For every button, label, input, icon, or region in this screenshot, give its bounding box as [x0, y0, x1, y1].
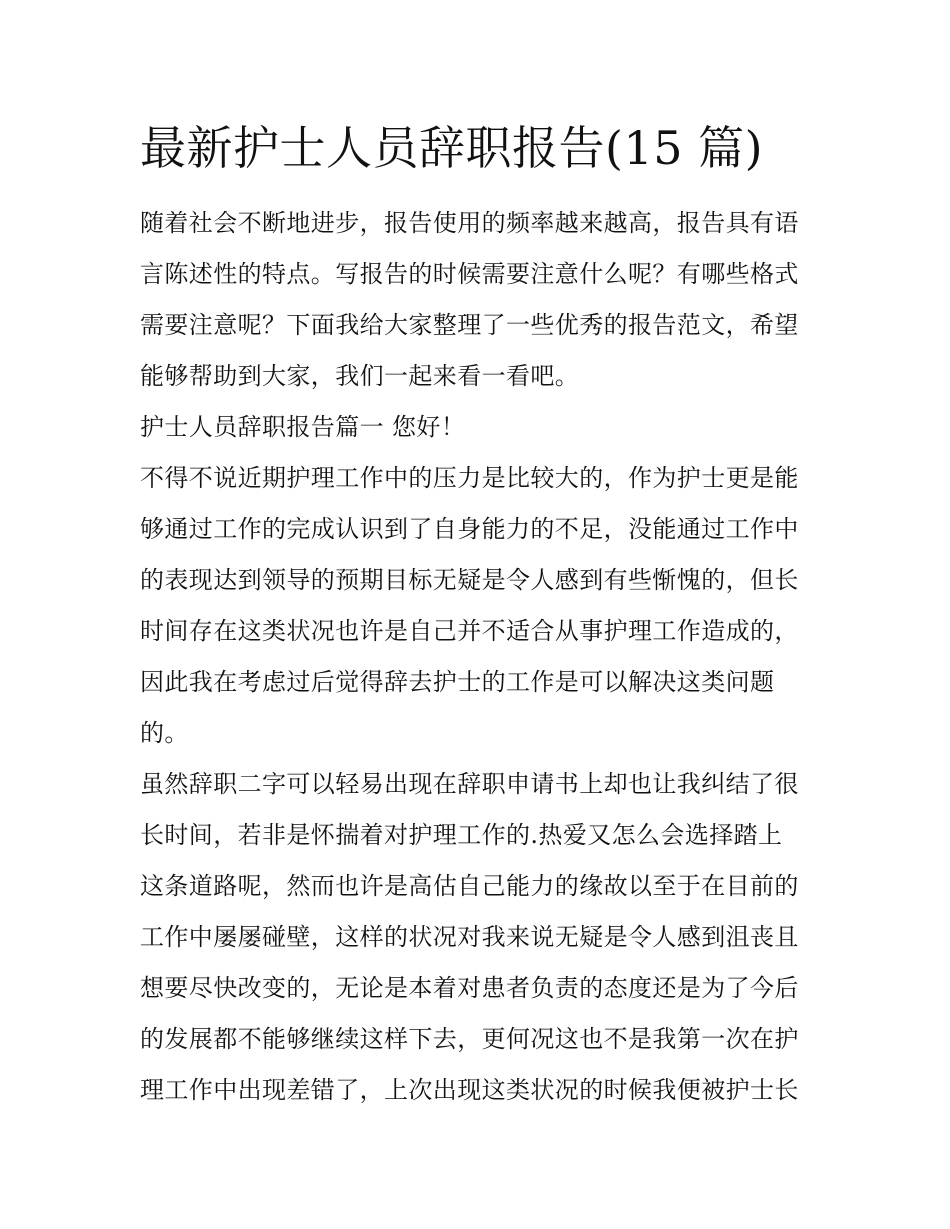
- text-line: 工作中屡屡碰壁，这样的状况对我来说无疑是令人感到沮丧且: [140, 923, 799, 951]
- text-line: 的发展都不能够继续这样下去，更何况这也不是我第一次在护: [140, 1025, 799, 1053]
- paragraph-body-2: [140, 759, 812, 1116]
- text-line: 想要尽快改变的，无论是本着对患者负责的态度还是为了今后: [140, 974, 799, 1002]
- text-line: 的。: [140, 719, 189, 747]
- text-line: 时间存在这类状况也许是自己并不适合从事护理工作造成的，: [140, 617, 799, 645]
- section-heading-line: 护士人员辞职报告篇一 您好！: [140, 413, 466, 441]
- text-line: 的表现达到领导的预期目标无疑是令人感到有些惭愧的，但长: [140, 566, 799, 594]
- paragraph-section-heading: [140, 402, 812, 453]
- text-line: 随着社会不断地进步，报告使用的频率越来越高，报告具有语: [140, 209, 799, 237]
- text-line: 这条道路呢，然而也许是高估自己能力的缘故以至于在目前的: [140, 872, 799, 900]
- text-line: 因此我在考虑过后觉得辞去护士的工作是可以解决这类问题: [140, 668, 775, 696]
- text-line: 不得不说近期护理工作中的压力是比较大的，作为护士更是能: [140, 464, 799, 492]
- text-line: 需要注意呢？下面我给大家整理了一些优秀的报告范文，希望: [140, 311, 799, 339]
- text-line: 理工作中出现差错了，上次出现这类状况的时候我便被护士长: [140, 1076, 799, 1104]
- text-line: 够通过工作的完成认识到了自身能力的不足，没能通过工作中: [140, 515, 799, 543]
- text-line: 言陈述性的特点。写报告的时候需要注意什么呢？有哪些格式: [140, 260, 799, 288]
- paragraph-body-1: [140, 453, 812, 759]
- document-title: 最新护士人员辞职报告(15 篇): [140, 121, 764, 175]
- document-content: [140, 112, 812, 1116]
- text-line: 长时间，若非是怀揣着对护理工作的.热爱又怎么会选择踏上: [140, 821, 783, 849]
- text-line: 虽然辞职二字可以轻易出现在辞职申请书上却也让我纠结了很: [140, 770, 799, 798]
- paragraph-intro: [140, 198, 812, 402]
- text-line: 能够帮助到大家，我们一起来看一看吧。: [140, 362, 580, 390]
